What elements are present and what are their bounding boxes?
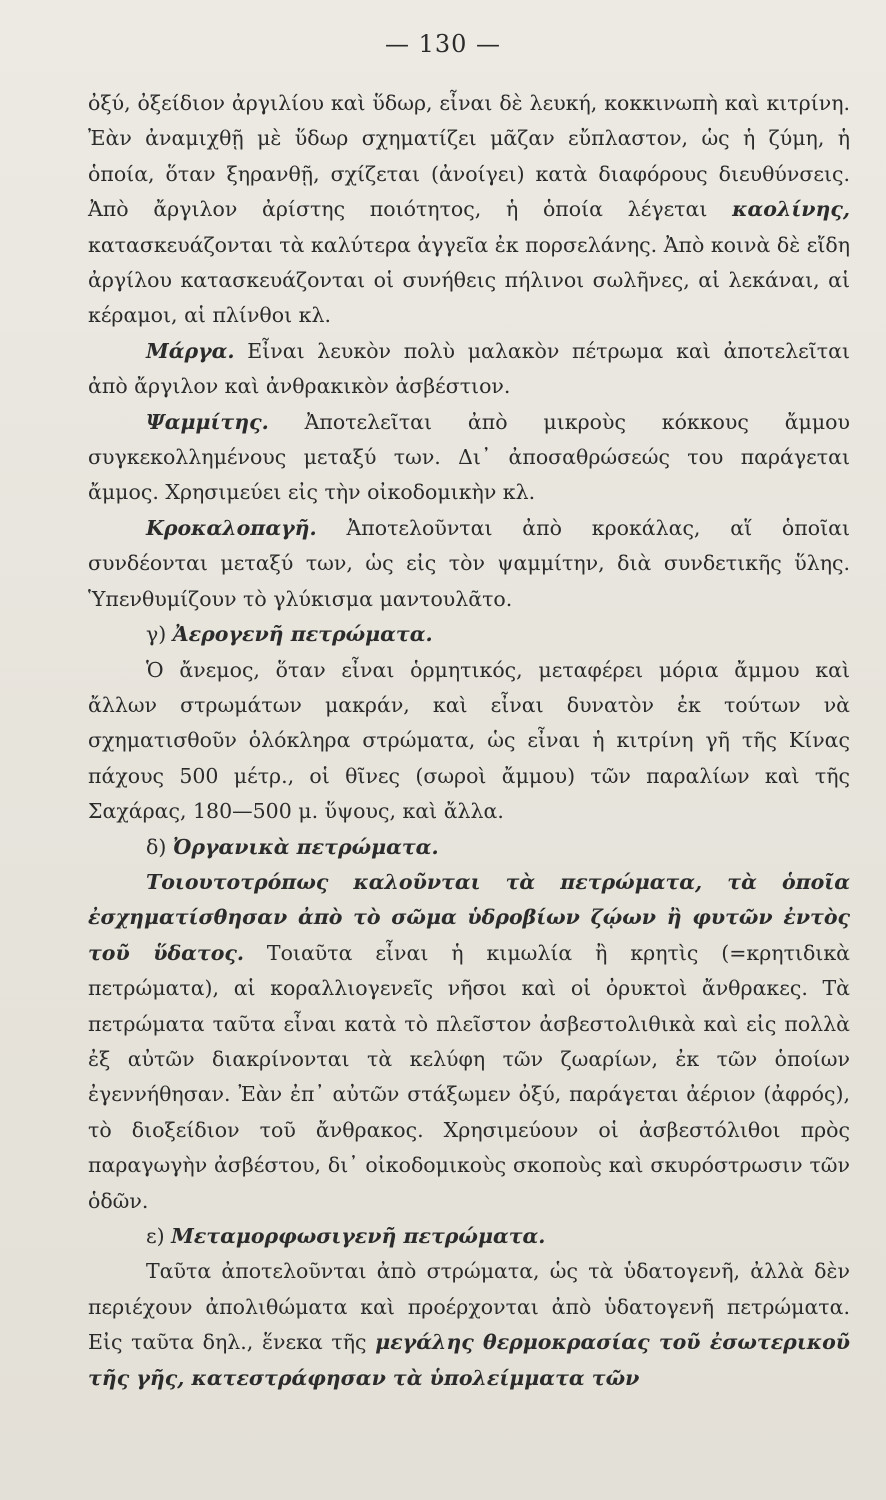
term-conglomerate: Κροκαλοπαγῆ. [146,515,317,540]
term-sandstone: Ψαμμίτης. [146,409,269,434]
clay-text: ὀξύ, ὀξείδιον ἀργιλίου καὶ ὕδωρ, εἶναι δὲ λευκή, κοκκινωπὴ καὶ κιτρίνη. Ἐὰν ἀναμιχθῇ μὲ ὕδωρ σχηματίζει μᾶζαν εὔπλαστον, ὡς ἡ ζύμη, ἡ ὁποία, ὅταν ξηρανθῇ, σχίζεται (ἀνοίγει) κατὰ διαφόρους διευθύνσεις. Ἀπὸ ἄργιλον ἀρίστης ποιότητος, ἡ ὁποία λέγεται [88,91,850,222]
heading-aeolian-label: γ) [146,622,173,647]
organic-text: Τοιαῦτα εἶναι ἡ κιμωλία ἢ κρητὶς (=κρητιδικὰ πετρώματα), αἱ κοραλλιογενεῖς νῆσοι καὶ οἱ ὀρυκτοὶ ἄνθρακες. Τὰ πετρώματα ταῦτα εἶναι κατὰ τὸ πλεῖστον ἀσβεστολιθικὰ καὶ εἰς πολλὰ ἐξ αὐτῶν διακρίνονται τὰ κελύφη τῶν ζωαρίων, ἐκ τῶν ὁποίων ἐγεννήθησαν. Ἐὰν ἐπ᾽ αὐτῶν στάξωμεν ὀξύ, παράγεται ἀέριον (ἀφρός), τὸ διοξείδιον τοῦ ἄνθρακος. Χρησιμεύουν οἱ ἀσβεστόλιθοι πρὸς παραγωγὴν ἀσβέστου, δι᾽ οἰκοδομικοὺς σκοποὺς καὶ σκυρόστρωσιν τῶν ὁδῶν. [88,940,850,1213]
heading-metamorphic [88,1219,850,1254]
term-kaolinite: καολίνης, [732,197,850,222]
paragraph-organic [88,865,850,1219]
term-marl: Μάργα. [146,338,235,363]
paragraph-metamorphic [88,1254,850,1396]
heading-aeolian [88,617,850,652]
clay-tail: κατασκευάζονται τὰ καλύτερα ἀγγεῖα ἐκ πορσελάνης. Ἀπὸ κοινὰ δὲ εἴδη ἀργίλου κατασκευάζονται οἱ συνήθεις πήλινοι σωλῆνες, αἱ λεκάναι, αἱ κέραμοι, αἱ πλίνθοι κλ. [88,232,850,328]
metamorphic-text: Ταῦτα ἀποτελοῦνται ἀπὸ στρώματα, ὡς τὰ ὑδατογενῆ, ἀλλὰ δὲν περιέχουν ἀπολιθώματα καὶ προέρχονται ἀπὸ ὑδατογενῆ πετρώματα. Εἰς ταῦτα δηλ., ἕνεκα τῆς [88,1259,850,1355]
heading-organic [88,830,850,865]
paragraph-aeolian: Ὁ ἄνεμος, ὅταν εἶναι ὁρμητικός, μεταφέρει μόρια ἄμμου καὶ ἄλλων στρωμάτων μακράν, καὶ εἶναι δυνατὸν ἐκ τούτων νὰ σχηματισθοῦν ὁλόκληρα στρώματα, ὡς εἶναι ἡ κιτρίνη γῆ τῆς Κίνας πάχους 500 μέτρ., οἱ θῖνες (σωροὶ ἄμμου) τῶν παραλίων καὶ τῆς Σαχάρας, 180—500 μ. ὕψους, καὶ ἄλλα. [88,657,850,824]
paragraph-sandstone [88,405,850,511]
term-organic-definition: Τοιουτοτρόπως καλοῦνται τὰ πετρώματα, τὰ ὁποῖα ἐσχηματίσθησαν ἀπὸ τὸ σῶμα ὑδροβίων ζῴων ἢ φυτῶν ἐντὸς τοῦ ὕδατος. [88,869,850,965]
paragraph-conglomerate [88,511,850,617]
heading-metamorphic-title: Μεταμορφωσιγενῆ πετρώματα. [171,1224,546,1248]
heading-organic-label: δ) [146,834,173,859]
marl-text: Εἶναι λευκὸν πολὺ μαλακὸν πέτρωμα καὶ ἀποτελεῖται ἀπὸ ἄργιλον καὶ ἀνθρακικὸν ἀσβέστιον. [88,338,850,399]
paragraph-clay [88,86,850,334]
heading-aeolian-title: Ἀερογενῆ πετρώματα. [172,622,433,647]
heading-metamorphic-label: ε) [146,1224,172,1248]
paragraph-marl [88,334,850,405]
body-text [88,86,850,1396]
heading-organic-title: Ὀργανικὰ πετρώματα. [172,834,439,859]
term-metamorphic-cause: μεγάλης θερμοκρασίας τοῦ ἐσωτερικοῦ τῆς γῆς, κατεστράφησαν τὰ ὑπολείμματα τῶν [88,1330,850,1390]
sandstone-text: Ἀποτελεῖται ἀπὸ μικροὺς κόκκους ἄμμου συγκεκολλημένους μεταξύ των. Δι᾽ ἀποσαθρώσεώς του παράγεται ἄμμος. Χρησιμεύει εἰς τὴν οἰκοδομικὴν κλ. [88,409,850,505]
conglomerate-text: Ἀποτελοῦνται ἀπὸ κροκάλας, αἵ ὁποῖαι συνδέονται μεταξύ των, ὡς εἰς τὸν ψαμμίτην, διὰ συνδετικῆς ὕλης. Ὑπενθυμίζουν τὸ γλύκισμα μαντουλᾶτο. [88,515,850,611]
page-number: — 130 — [384,30,502,58]
